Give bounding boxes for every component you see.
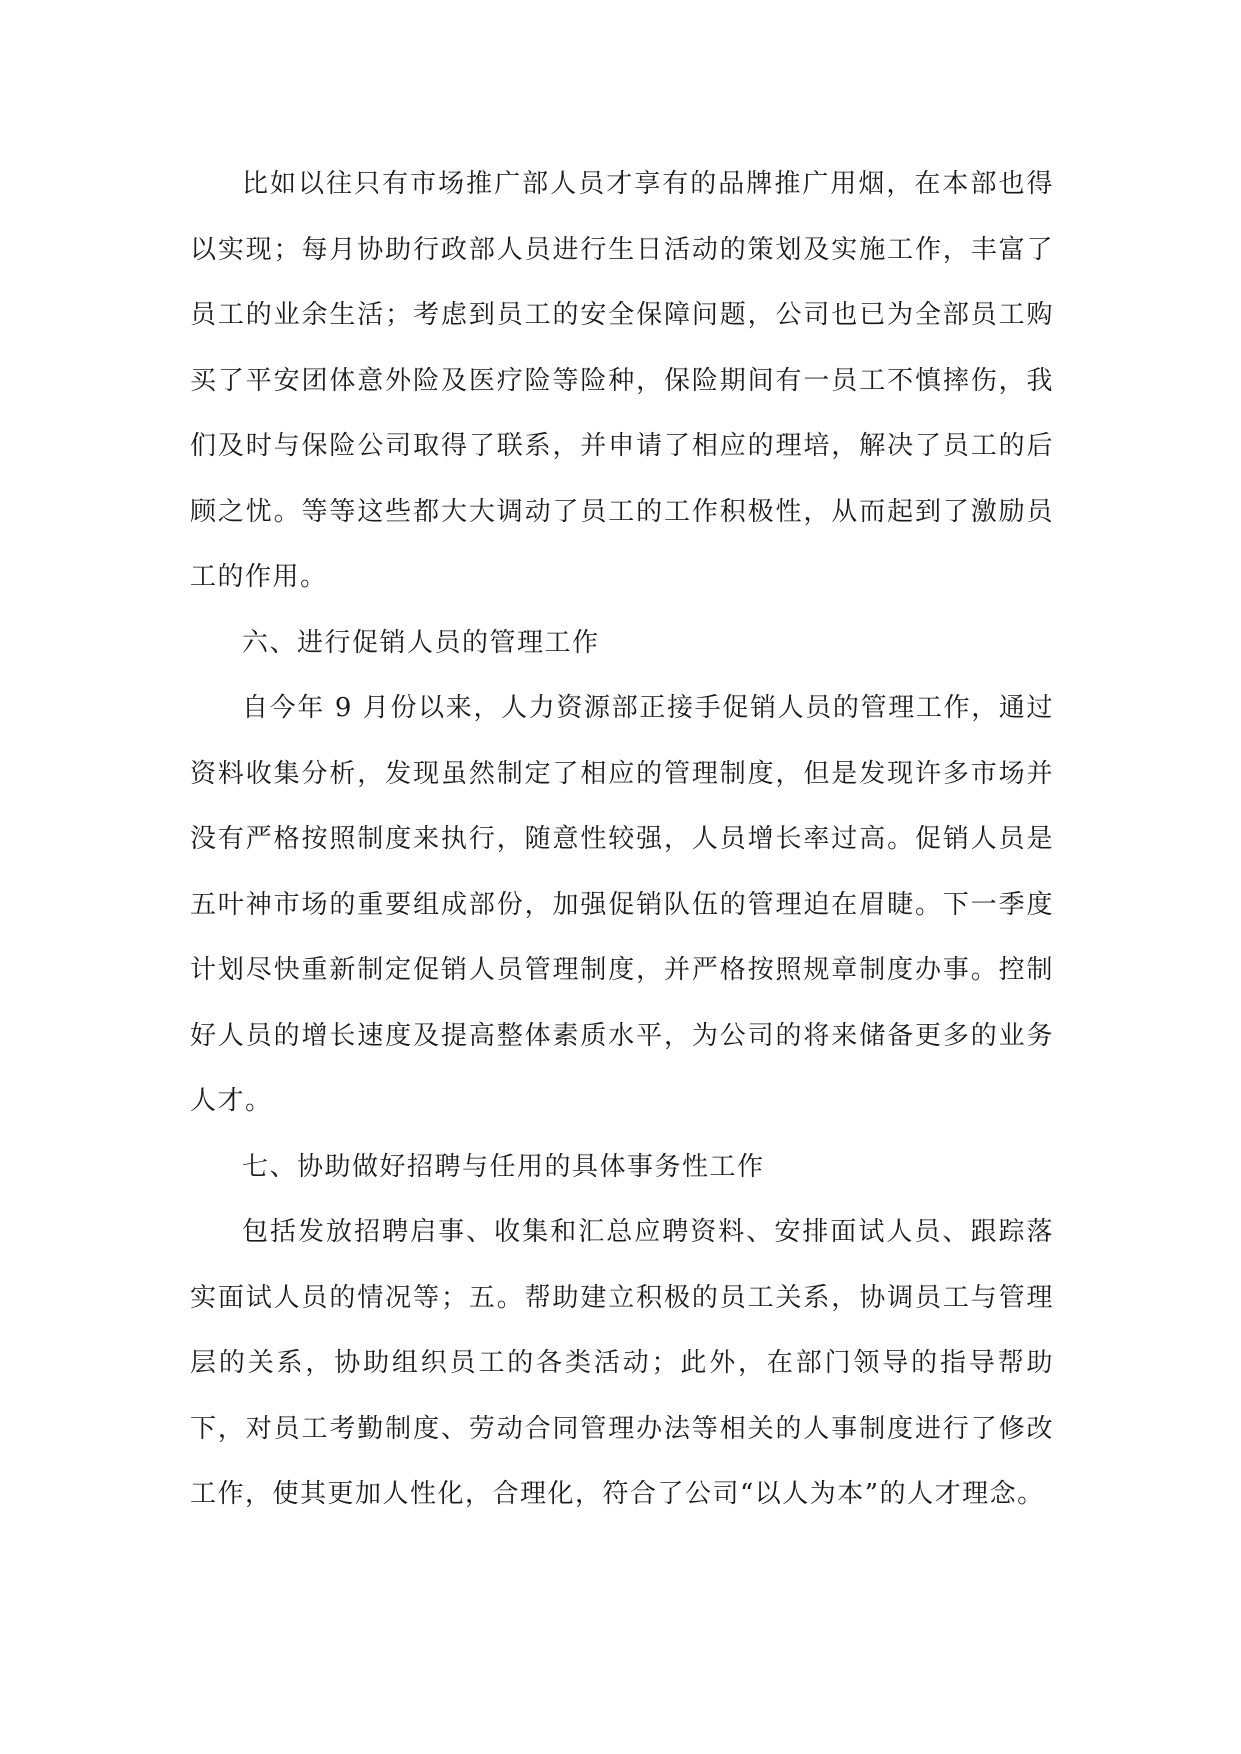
paragraph-recruitment: 包括发放招聘启事、收集和汇总应聘资料、安排面试人员、跟踪落实面试人员的情况等；五。帮助建立积极的员工关系，协调员工与管理层的关系，协助组织员工的各类活动；此外，在部门领导的指导帮助下，对员工考勤制度、劳动合同管理办法等相关的人事制度进行了修改工作，使其更加人性化，合理化，符合了公司“以人为本”的人才理念。 — [190, 1217, 1054, 1509]
section-heading-recruitment: 七、协助做好招聘与任用的具体事务性工作 — [242, 1151, 765, 1182]
section-heading-promoter-management: 六、进行促销人员的管理工作 — [242, 627, 600, 658]
document-body — [190, 152, 1054, 1528]
paragraph-promoter-management: 自今年 9 月份以来，人力资源部正接手促销人员的管理工作，通过资料收集分析，发现虽然制定了相应的管理制度，但是发现许多市场并没有严格按照制度来执行，随意性较强，人员增长率过高。促销人员是五叶神市场的重要组成部份，加强促销队伍的管理迫在眉睫。下一季度计划尽快重新制定促销人员管理制度，并严格按照规章制度办事。控制好人员的增长速度及提高整体素质水平，为公司的将来储备更多的业务人才。 — [190, 693, 1054, 1116]
paragraph-employee-benefits: 比如以往只有市场推广部人员才享有的品牌推广用烟，在本部也得以实现；每月协助行政部人员进行生日活动的策划及实施工作，丰富了员工的业余生活；考虑到员工的安全保障问题，公司也已为全部员工购买了平安团体意外险及医疗险等险种，保险期间有一员工不慎摔伤，我们及时与保险公司取得了联系，并申请了相应的理培，解决了员工的后顾之忧。等等这些都大大调动了员工的工作积极性，从而起到了激励员工的作用。 — [190, 169, 1054, 592]
